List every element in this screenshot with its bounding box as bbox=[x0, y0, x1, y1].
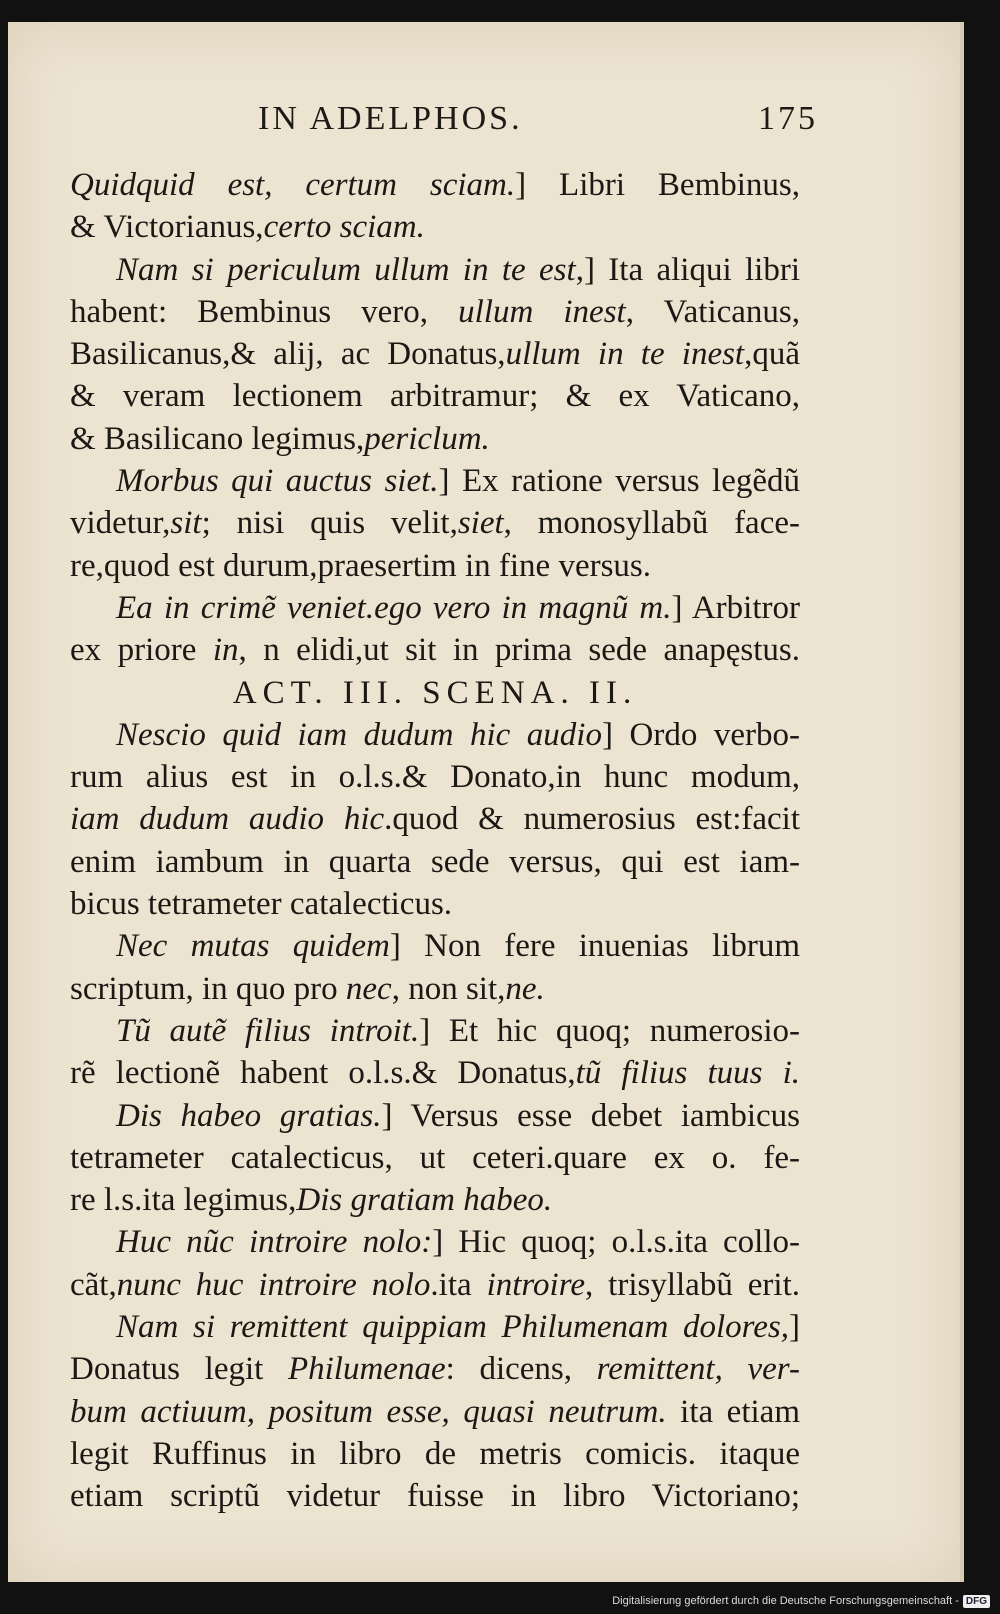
text-run: Donatus legit bbox=[70, 1351, 288, 1388]
text-run: videtur, bbox=[70, 505, 171, 542]
text-line bbox=[70, 545, 800, 587]
text-line bbox=[70, 1010, 800, 1052]
text-run: .ita bbox=[430, 1266, 487, 1303]
lemma-italic: Ea in crimẽ veniet.ego vero in magnũ m. bbox=[116, 589, 672, 626]
text-line bbox=[70, 1052, 800, 1094]
lemma-italic: siet bbox=[457, 505, 504, 542]
text-line bbox=[70, 1137, 800, 1179]
text-line bbox=[70, 714, 800, 756]
text-line bbox=[70, 418, 800, 460]
text-run: enim iambum in quarta sede versus, qui est iam- bbox=[70, 843, 800, 880]
text-line bbox=[70, 291, 800, 333]
lemma-italic: Nam si periculum ullum in te est bbox=[116, 251, 576, 288]
lemma-italic: in bbox=[212, 632, 239, 669]
lemma-italic: Morbus qui auctus siet. bbox=[116, 463, 439, 500]
text-run: tetrameter catalecticus, ut ceteri.quare ex o. fe- bbox=[70, 1139, 800, 1176]
text-line bbox=[70, 1475, 800, 1517]
text-run: ,quã bbox=[744, 336, 801, 373]
text-run: ex priore bbox=[70, 632, 213, 669]
text-line bbox=[70, 841, 800, 883]
lemma-italic: tũ filius tuus i. bbox=[575, 1055, 800, 1092]
text-line bbox=[70, 502, 800, 544]
text-line bbox=[70, 375, 800, 417]
lemma-italic: bum actiuum, positum esse, quasi neutrum. bbox=[70, 1393, 667, 1430]
page-number: 175 bbox=[758, 100, 818, 137]
text-run: , monosyllabũ face- bbox=[503, 505, 800, 542]
lemma-italic: Dis gratiam habeo. bbox=[296, 1182, 553, 1219]
lemma-italic: certo sciam. bbox=[263, 209, 425, 246]
lemma-italic: remittent, ver- bbox=[596, 1351, 800, 1388]
lemma-italic: periclum. bbox=[364, 420, 490, 457]
text-line bbox=[70, 249, 800, 291]
text-line bbox=[70, 1433, 800, 1475]
lemma-italic: Dis habeo gratias. bbox=[116, 1097, 382, 1134]
text-run: : dicens, bbox=[445, 1351, 597, 1388]
lemma-italic: Quidquid est, certum sciam. bbox=[70, 167, 516, 203]
text-run: ita etiam bbox=[666, 1393, 800, 1430]
text-line bbox=[70, 1391, 800, 1433]
text-line bbox=[70, 756, 800, 798]
text-line bbox=[70, 629, 800, 671]
text-run: & Basilicano legimus, bbox=[70, 420, 365, 457]
text-line bbox=[70, 1348, 800, 1390]
text-run: cãt, bbox=[70, 1266, 117, 1303]
lemma-italic: Nam si remittent quippiam Philumenam dolores, bbox=[116, 1309, 789, 1346]
text-run: ] Ex ratione versus legẽdũ bbox=[438, 463, 801, 500]
lemma-italic: ullum in te inest bbox=[505, 336, 745, 373]
lemma-italic: Philumenae bbox=[287, 1351, 446, 1388]
lemma-italic: nec bbox=[345, 970, 392, 1007]
text-run: re,quod est durum,praesertim in fine versus. bbox=[70, 547, 652, 584]
text-run: , n elidi,ut sit in prima sede anapęstus. bbox=[238, 632, 800, 669]
text-run: & veram lectionem arbitramur; & ex Vaticano, bbox=[70, 378, 800, 415]
text-run: ] Et hic quoq; numerosio- bbox=[419, 1012, 800, 1049]
text-line bbox=[70, 460, 800, 502]
text-run: ] Libri Bembinus, bbox=[515, 167, 801, 203]
text-run: , Vaticanus, bbox=[625, 293, 801, 330]
text-run: ] Versus esse debet iambicus bbox=[381, 1097, 800, 1134]
running-header bbox=[258, 100, 818, 148]
digitization-footer bbox=[612, 1590, 990, 1612]
scene-heading bbox=[70, 672, 800, 714]
text-line bbox=[70, 1095, 800, 1137]
text-run: ACT. III. SCENA. II. bbox=[232, 674, 638, 711]
text-run: ] Ordo verbo- bbox=[601, 716, 800, 753]
book-page bbox=[8, 22, 964, 1582]
lemma-italic: Nescio quid iam dudum hic audio bbox=[116, 716, 602, 753]
lemma-italic: Tũ autẽ filius introit. bbox=[116, 1012, 420, 1049]
lemma-italic: introire bbox=[486, 1266, 585, 1303]
text-run: rẽ lectionẽ habent o.l.s.& Donatus, bbox=[70, 1055, 576, 1092]
text-run: legit Ruffinus in libro de metris comicis. itaque bbox=[70, 1435, 800, 1472]
commentary-text bbox=[70, 164, 800, 1518]
text-run: ] Non fere inuenias librum bbox=[389, 928, 800, 965]
lemma-italic: Huc nũc introire nolo: bbox=[116, 1224, 433, 1261]
text-line bbox=[70, 587, 800, 629]
text-run: , trisyllabũ erit. bbox=[584, 1266, 800, 1303]
lemma-italic: nunc huc introire nolo bbox=[116, 1266, 431, 1303]
text-line bbox=[70, 333, 800, 375]
text-run: & Victorianus, bbox=[70, 209, 264, 246]
lemma-italic: Nec mutas quidem bbox=[116, 928, 390, 965]
text-run: scriptum, in quo pro bbox=[70, 970, 346, 1007]
text-run: Basilicanus,& alij, ac Donatus, bbox=[70, 336, 506, 373]
text-run: re l.s.ita legimus, bbox=[70, 1182, 297, 1219]
text-run: ] bbox=[789, 1309, 800, 1346]
text-line bbox=[70, 925, 800, 967]
text-line bbox=[70, 1264, 800, 1306]
lemma-italic: sit bbox=[170, 505, 202, 542]
lemma-italic: ullum inest bbox=[458, 293, 626, 330]
lemma-italic: ne. bbox=[505, 970, 545, 1007]
text-run: , non sit, bbox=[391, 970, 506, 1007]
text-run: ,] Ita aliqui libri bbox=[575, 251, 800, 288]
text-run: .quod & numerosius est:facit bbox=[384, 801, 800, 838]
text-line bbox=[70, 1179, 800, 1221]
text-run: ] Hic quoq; o.l.s.ita collo- bbox=[432, 1224, 800, 1261]
text-run: bicus tetrameter catalecticus. bbox=[70, 886, 453, 923]
text-line bbox=[70, 883, 800, 925]
lemma-italic: iam dudum audio hic bbox=[70, 801, 385, 838]
text-run: etiam scriptũ videtur fuisse in libro Victoriano; bbox=[70, 1478, 800, 1515]
funding-credit: Digitalisierung gefördert durch die Deutsche Forschungsgemeinschaft - bbox=[612, 1595, 959, 1607]
text-run: rum alius est in o.l.s.& Donato,in hunc modum, bbox=[70, 759, 800, 796]
text-line bbox=[70, 968, 800, 1010]
dfg-logo-icon: DFG bbox=[963, 1595, 990, 1608]
text-line bbox=[70, 798, 800, 840]
text-run: habent: Bembinus vero, bbox=[70, 293, 459, 330]
text-line bbox=[70, 1221, 800, 1263]
running-title: IN ADELPHOS. bbox=[258, 100, 523, 137]
text-run: ] Arbitror bbox=[671, 589, 800, 626]
text-line bbox=[70, 164, 800, 206]
text-line bbox=[70, 206, 800, 248]
text-run: ; nisi quis velit, bbox=[201, 505, 458, 542]
text-line bbox=[70, 1306, 800, 1348]
